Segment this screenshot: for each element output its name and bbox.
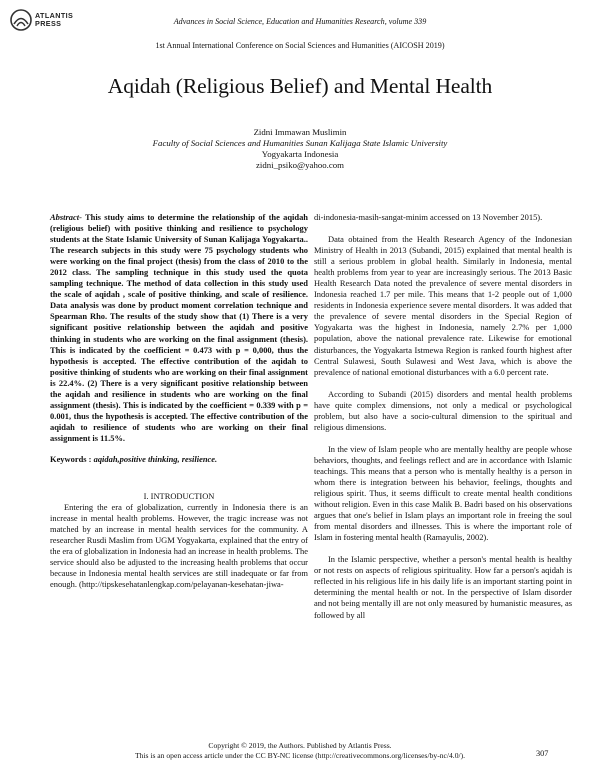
copyright-notice: Copyright © 2019, the Authors. Published by Atlantis Press. — [208, 741, 392, 750]
conference-header: 1st Annual International Conference on Social Sciences and Humanities (AICOSH 2019) — [155, 41, 445, 50]
author-affiliation: Faculty of Social Sciences and Humanities Sunan Kalijaga State Islamic University — [152, 138, 448, 148]
right-column — [314, 212, 572, 621]
paragraph: In the view of Islam people who are mentally healthy are people whose behaviors, thoughts, and feelings reflect and are in accordance with Islamic teachings. This means that a person who is mentally healthy is a person in whom there is integration between his behavior, feelings, thoughts and religious spirit. Thus, it seems difficult to create mental health conditions without religion. Even in this case Malik B. Badri based on his observations argues that one's belief in Islam plays an important role in freeing the soul from mental disorders and illnesses. This is where the important role of Islam in fostering mental health (Ramayulis, 2002). — [314, 443, 572, 543]
author-block — [0, 127, 600, 171]
author-email: zidni_psiko@yahoo.com — [256, 160, 344, 170]
paper-title: Aqidah (Religious Belief) and Mental Health — [107, 74, 493, 98]
paragraph: According to Subandi (2015) disorders and mental health problems have quite complex dimensions, not only a medical or psychological problem, but also have a socio-cultural dimension to the spiritual and religious dimensions. — [314, 388, 572, 432]
paragraph: In the Islamic perspective, whether a person's mental health is healthy or not rests on aspects of religious spirituality. How far a person's aqidah is reflected in his religious life in his daily life is an important starting point in determining the mental health or not. In the perspective of Islam disorder and not being mentally ill are not only measured by humanistic measures, as followed by all — [314, 554, 572, 620]
publisher-name-line1: ATLANTIS — [35, 10, 74, 20]
publisher-name-line2: PRESS — [35, 19, 62, 28]
page-number: 307 — [536, 749, 549, 758]
journal-header: Advances in Social Science, Education and Humanities Research, volume 339 — [173, 17, 427, 26]
section-heading-introduction: I. INTRODUCTION — [143, 491, 215, 502]
paragraph: Entering the era of globalization, currently in Indonesia there is an increase in mental health problems. However, the tragic increase was not matched by an increase in mental health services for the community. A researcher Rusdi Maslim from UGM Yogyakarta, explained that the entry of the era of globalization in Indonesia had an increase in health problems. The service should also be adjusted to the increasing health problems that occur because in Indonesia mental health services are still inadequate or far from enough. (http://tipskesehatanlengkap.com/pelayanan-kesehatan-jiwa- — [50, 502, 308, 590]
abstract-label: Abstract- — [50, 212, 82, 222]
left-column — [50, 212, 308, 590]
author-name: Zidni Immawan Muslimin — [253, 127, 347, 137]
page-footer — [0, 741, 600, 761]
keywords-value: aqidah,positive thinking, resilience. — [93, 453, 218, 464]
author-location: Yogyakarta Indonesia — [261, 149, 339, 159]
abstract — [50, 212, 308, 444]
keywords — [50, 454, 308, 465]
keywords-label: Keywords : — [50, 453, 94, 464]
paragraph: di-indonesia-masih-sangat-minim accessed on 13 November 2015). — [314, 212, 543, 222]
paragraph: Data obtained from the Health Research Agency of the Indonesian Ministry of Health in 2013 (Subandi, 2015) explained that mental health is still a serious problem in global health. Similarly in Indonesia, mental health problems from year to year are increasingly serious. The 2013 Basic Health Research Data noted the prevalence of severe mental disorders in Indonesia reached 1.7 per mile. This means that 1-2 people out of 1,000 residents in Indonesia experience severe mental disorders. It was added that the prevalence of severe mental disorders in the Special Region of Yogyakarta was the highest in Indonesia, namely 2.7% per 1,000 population, above the national prevalence rate. Likewise for emotional disturbances, the Yogyakarta Istmewa Region is ranked fourth highest after Central Sulawesi, South Sulawesi and West Java, which is above the prevalence of national emotional disturbances with a 6.0 percent rate. — [314, 234, 572, 377]
license-notice: This is an open access article under the CC BY-NC license (http://creativecommons.org/licenses/by-nc/4.0/). — [134, 750, 466, 760]
abstract-text: This study aims to determine the relationship of the aqidah (religious belief) with positive thinking and resilience to psychology students at the State Islamic University of Sunan Kalijaga Yogyakarta.. The research subjects in this study were 75 psychology students who were working on the final project (thesis) from the class of 2010 to the 2012 class. The sampling technique in this study used the quota sampling technique. The method of data collection in this study used the scale of aqidah , scale of positive thinking, and scale of resilience. Data analysis was done by product moment correlation technique and Spearman Rho. The results of the study show that (1) There is a very significant positive relationship between the aqidah and positive thinking in students who are working on the final assignment (thesis). This is indicated by the coefficient = 0.473 with p = 0,000, thus the hypothesis is accepted. The effective contribution of the aqidah to positive thinking of students who are working on their final assignment is 22.4%. (2) There is a very significant positive relationship between the aqidah and resilience in students who are working on the final assignment (thesis). This is indicated by the coefficient = 0.339 with p = 0.001, thus the hypothesis is accepted. The effective contribution of the aqidah to resilience of students who are working on their final assignment is 11.5%. — [50, 212, 308, 443]
